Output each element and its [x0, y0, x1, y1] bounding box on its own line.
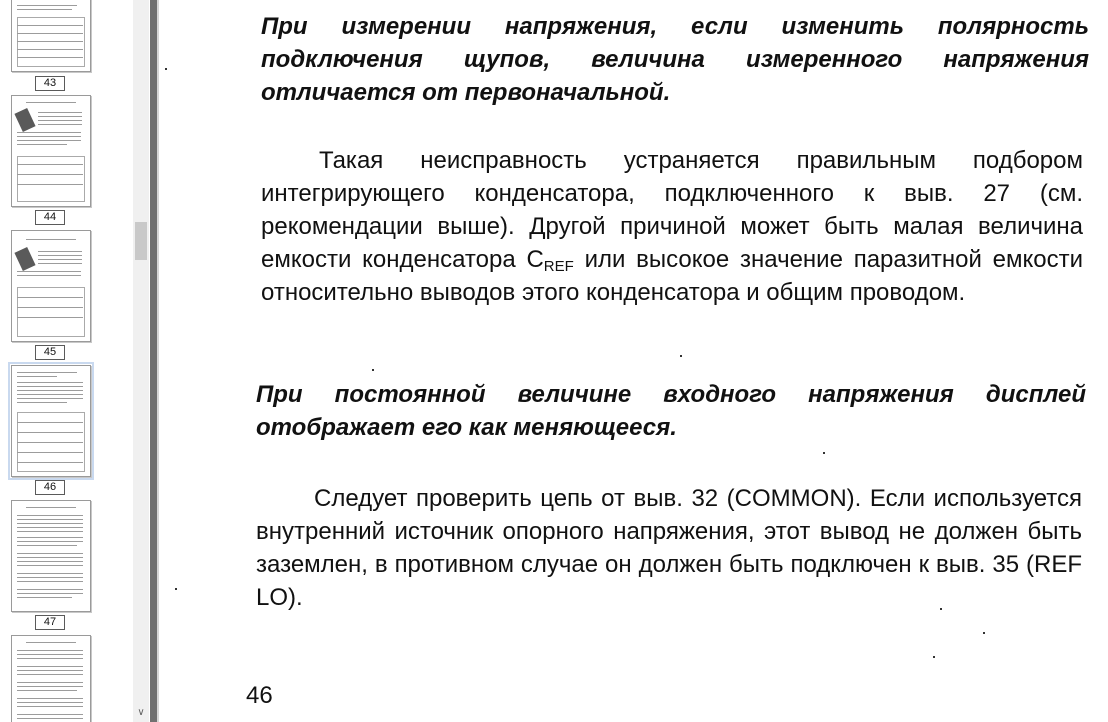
scan-speck	[680, 355, 682, 357]
page-number-label[interactable]: 44	[35, 210, 65, 225]
thumbnail-sidebar	[0, 0, 132, 722]
thumbnail-page-current[interactable]	[11, 365, 91, 477]
scrollbar-thumb[interactable]	[135, 222, 147, 260]
scan-speck	[983, 632, 985, 634]
body-text: Такая неисправность устраняется правильным подбором интегрирующего конденсатора, подключенного к выв. 27 (см. рекомендации выше). Другой причиной может быть малая величина емкости конденсатора C	[261, 147, 1083, 273]
page-number: 46	[246, 682, 273, 709]
thumbnail-page[interactable]	[11, 0, 91, 72]
thumbnail-page[interactable]	[11, 95, 91, 207]
scan-speck	[823, 452, 825, 454]
scan-speck	[165, 68, 167, 70]
body-text: или высокое значение паразитной емкости относительно выводов этого конденсатора и общим проводом.	[261, 246, 1084, 306]
section-heading: При постоянной величине входного напряжения дисплей отображает его как меняющееся.	[256, 381, 1086, 441]
page-number-label[interactable]: 47	[35, 615, 65, 630]
scan-speck	[933, 656, 935, 658]
sidebar-scrollbar[interactable]	[133, 0, 149, 722]
page-edge	[157, 0, 159, 722]
scan-speck	[372, 369, 374, 371]
scan-speck	[175, 588, 177, 590]
pane-splitter[interactable]	[150, 0, 157, 722]
page-number-label[interactable]: 43	[35, 76, 65, 91]
chevron-down-icon[interactable]: ∨	[137, 707, 145, 718]
scan-speck	[940, 608, 942, 610]
thumbnail-page[interactable]	[11, 230, 91, 342]
document-page	[160, 0, 1108, 722]
page-number-label[interactable]: 45	[35, 345, 65, 360]
page-number-label[interactable]: 46	[35, 480, 65, 495]
subscript-text: REF	[543, 258, 574, 275]
section-heading: При измерении напряжения, если изменить полярность подключения щупов, величина измеренного напряжения отличается от первоначальной.	[261, 13, 1089, 106]
thumbnail-page[interactable]	[11, 635, 91, 722]
thumbnail-page[interactable]	[11, 500, 91, 612]
body-paragraph	[261, 144, 1083, 309]
body-paragraph: Следует проверить цепь от выв. 32 (COMMON). Если используется внутренний источник опорного напряжения, этот вывод не должен быть заземлен, в противном случае он должен быть подключен к выв. 35 (REF LO).	[256, 485, 1082, 611]
